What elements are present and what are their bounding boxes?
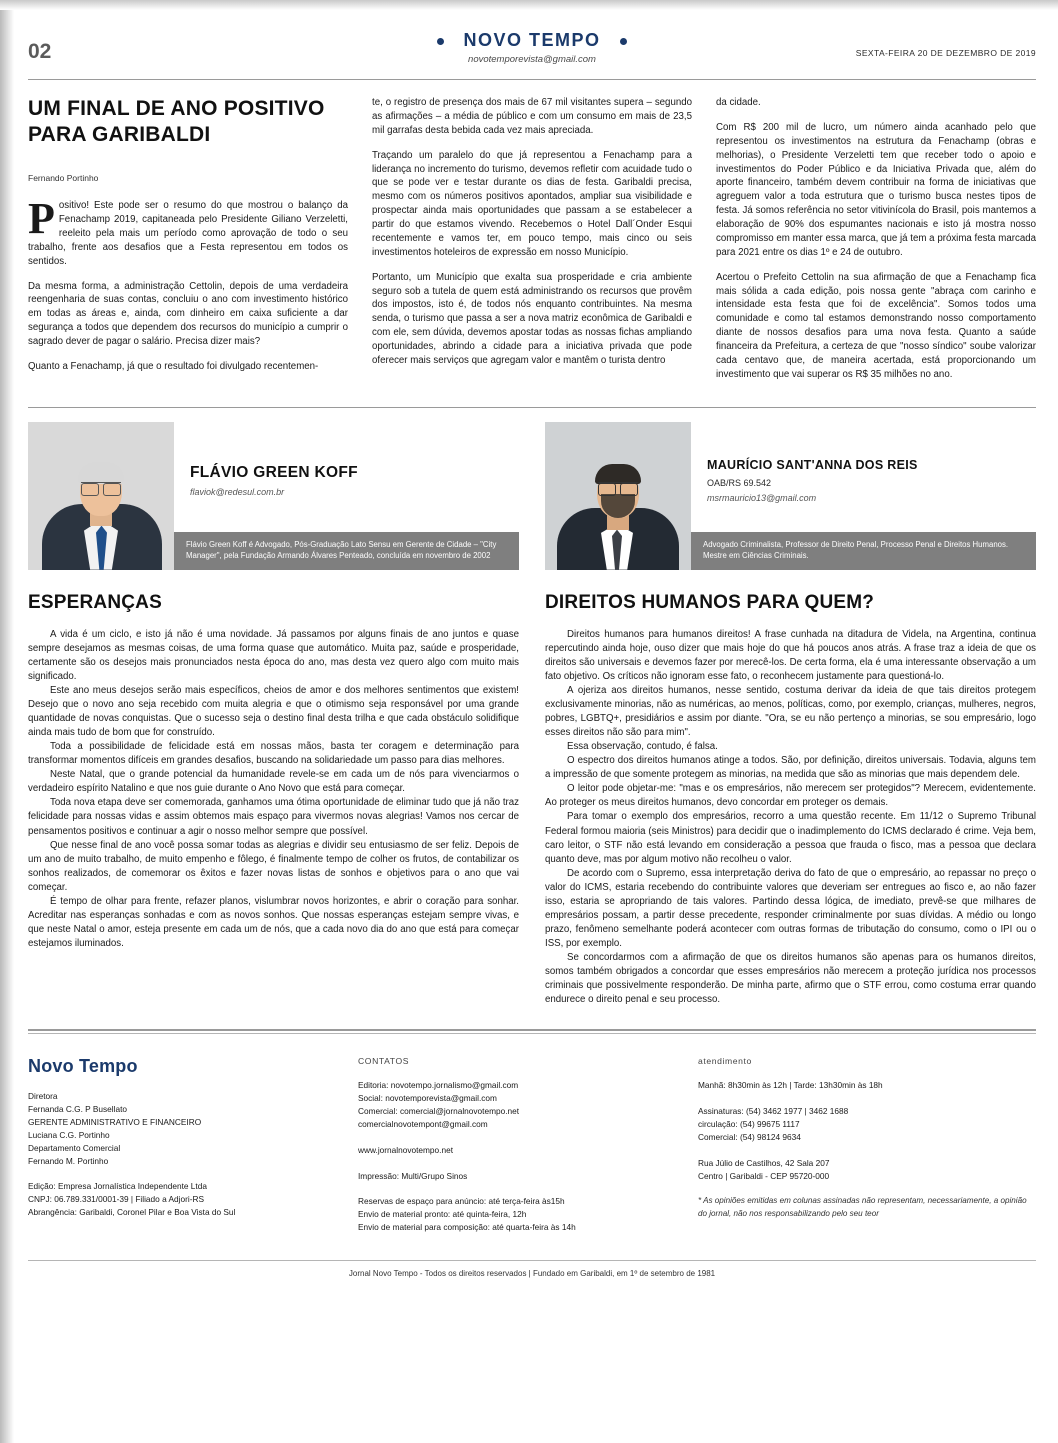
author-bio: Advogado Criminalista, Professor de Direito Penal, Processo Penal e Direitos Humanos. Mestre em Ciências Criminais. [691, 532, 1036, 570]
column-paragraph: Se concordarmos com a afirmação de que os direitos humanos são apenas para os humanos direitos, somos também obrigados a concordar que esses empresários não merecem a proteção jurídica nos processos criminais que possivelmente responderão. De minha parte, afirmo que o STF errou, como costuma errar quando endurece o direito penal e seu processo. [545, 952, 1036, 1006]
footer-brand: Novo Tempo [28, 1056, 138, 1077]
column-paragraph: Neste Natal, que o grande potencial da humanidade revele-se em cada um de nós para vivenciarmos o verdadeiro espírito Natalino e que nos guie durante o Ano Novo que está para começar. [28, 769, 519, 795]
column-paragraph: De acordo com o Supremo, essa interpretação deriva do fato de que o empresário, ao repassar no preço o valor do ICMS, estaria recebendo do contribuinte valores que deveriam ser entregues ao fisco e, ao não fazer isso, estaria se apropriando de tais valores. Partindo dessa lógica, de imediato, prevê-se que milhares de empresários possam, a partir desse precedente, responder criminalmente por suas dívidas. A médio ou longo prazo, fenômeno semelhante poderá acontecer com outras formas de tributação do consumo, como o IPI ou o ISS, por exemplo. [545, 867, 1036, 949]
footer-service-block [698, 1056, 1036, 1234]
contacts-label: CONTATOS [358, 1056, 410, 1067]
edition-line: Edição: Empresa Jornalística Independente Ltda [28, 1181, 207, 1192]
column-paragraph: Este ano meus desejos serão mais específicos, cheios de amor e dos melhores sentimentos que existem! Desejo que o novo ano seja recebido com muita alegria e que o otimismo seja responsável por uma grande quantidade de novas conquistas. Que o sucesso seja o destino final desta trilha e que cada obstáculo solidifique ainda mais tudo de bom que for construído. [28, 684, 519, 739]
column-paragraph: Para tomar o exemplo dos empresários, recorro a uma questão recente. Em 11/12 o Supremo Tribunal Federal formou maioria (seis Ministros) para decidir que o inadimplemento do ICMS declarado é crime. Veja bem, caro leitor, o STF não está levando em consideração a pessoa que frauda o fisco, mas a pessoa que declara quanto deve, mas por algum motivo não recolheu o valor. [545, 811, 1036, 865]
masthead [28, 18, 1036, 76]
service-label: atendimento [698, 1056, 752, 1067]
author-email: flaviok@redesul.com.br [190, 486, 285, 497]
footer-staff [28, 1090, 358, 1167]
staff-line: GERENTE ADMINISTRATIVO E FINANCEIRO [28, 1117, 202, 1128]
issue-date: SEXTA-FEIRA 20 DE DEZEMBRO DE 2019 [855, 48, 1036, 58]
lead-headline: UM FINAL DE ANO POSITIVO PARA GARIBALDI [28, 97, 325, 146]
page-edge-shadow-top [0, 0, 1058, 10]
publication-title: NOVO TEMPO [463, 30, 601, 50]
column-paragraph: Direitos humanos para humanos direitos! A frase cunhada na ditadura de Videla, na Argentina, continua repercutindo ainda hoje, ouso dizer que mais hoje do que há poucos anos atrás. A frase traz a ideia de que os direitos são universais e devemos fazer por merecê-los. De certa forma, ela é uma interessante observação a um fato objetivo. Os críticos não ignoram esse fato, o reconhecem justamente para questioná-lo. [545, 628, 1036, 682]
column-title: ESPERANÇAS [28, 591, 162, 613]
lead-byline: Fernando Portinho [28, 173, 99, 184]
deadline-line: Envio de material pronto: até quinta-feira, 12h [358, 1209, 527, 1220]
phone-line: Assinaturas: (54) 3462 1977 | 3462 1688 [698, 1106, 849, 1117]
staff-line: Fernanda C.G. P Busellato [28, 1104, 128, 1115]
author-name: FLÁVIO GREEN KOFF [190, 463, 358, 481]
author-photo [28, 422, 174, 570]
address-line: Centro | Garibaldi - CEP 95720-000 [698, 1170, 830, 1181]
section-divider [28, 407, 1036, 408]
service-phones [698, 1105, 1036, 1144]
column-paragraph: Essa observação, contudo, é falsa. [567, 741, 718, 753]
lead-paragraph: Quanto a Fenachamp, já que o resultado foi divulgado recentemen- [28, 360, 319, 372]
author-name: MAURÍCIO SANT'ANNA DOS REIS [707, 457, 918, 472]
lead-paragraph: te, o registro de presença dos mais de 67 mil visitantes supera – segundo as afirmações – a média de público e com um consumo em mais de 23,5 mil garrafas desta bebida cada vez mais apreciada. [372, 97, 692, 136]
deadline-line: Envio de material para composição: até quarta-feira às 14h [358, 1222, 576, 1233]
column-paragraph: Que nesse final de ano você possa somar todas as alegrias e dividir seu entusiasmo de ser feliz. Depois de um ano de muito trabalho, de muito empenho e fôlego, é finalmente tempo de colher os frutos, de contabilizar os sonhos realizados, de comemorar os êxitos e fazer novas listas de sonhos e objetivos para o ano que vai começar. [28, 839, 519, 893]
footer-edition [28, 1180, 358, 1219]
lead-paragraph: Com R$ 200 mil de lucro, um número ainda acanhado pelo que representou os investimentos na estrutura da Fenachamp (obras e melhorias), o Presidente Verzeletti tem que receber todo o apoio e investimentos do Poder Público e da Iniciativa Privada que, além do aporte financeiro, também devem contribuir na forma de iniciativas que agreguem valor a toda estrutura que o turismo busca nestes tipos de festa. Já somos referência no setor vitivinícola do Brasil, pois mantemos a elaboração de 90% dos espumantes nacionais e isto já mostra nosso compromisso em manter essa marca, que já tem a próxima festa marcada para 2021 entre os dias 1º e 24 de outubro. [716, 121, 1036, 258]
footer-divider-thick [28, 1029, 1036, 1031]
lead-paragraph: da cidade. [716, 97, 761, 108]
staff-line: Diretora [28, 1091, 58, 1102]
address-line: Rua Júlio de Castilhos, 42 Sala 207 [698, 1157, 830, 1168]
author-header-left [28, 422, 519, 570]
masthead-divider [28, 79, 1036, 80]
author-photo [545, 422, 691, 570]
footer [28, 1056, 1036, 1234]
contact-line: Editoria: novotempo.jornalismo@gmail.com [358, 1080, 519, 1091]
column-paragraph: Toda nova etapa deve ser comemorada, ganhamos uma ótima oportunidade de eliminar tudo que já não traz felicidade para nossas vidas e assim obtemos mais espaço para vivermos novas alegrias! Vamos nos cercar de pensamentos positivos e continuar a agir o nosso melhor sempre que possível. [28, 797, 519, 837]
lead-column-2 [372, 96, 692, 393]
staff-line: Luciana C.G. Portinho [28, 1129, 110, 1140]
column-paragraph: Toda a possibilidade de felicidade está em nossas mãos, basta ter coragem e determinação para transformar momentos difíceis em grandes desafios, buscando na solidariedade um passo para dias melhores. [28, 741, 519, 767]
lead-column-3 [716, 96, 1036, 393]
deadline-line: Reservas de espaço para anúncio: até terça-feira às15h [358, 1196, 565, 1207]
contact-line: Social: novotemporevista@gmail.com [358, 1093, 497, 1104]
opinion-section [28, 422, 1036, 1008]
publication-email: novotemporevista@gmail.com [468, 54, 596, 65]
page-content [28, 18, 1036, 1433]
lead-paragraph: Traçando um paralelo do que já representou a Fenachamp para a liderança no incremento do turismo, devemos refletir com acuidade tudo o que se pode ver e testar durante os dias de festa. Garibaldi precisa, mesmo com os números positivos apontados, ampliar sua visibilidade e prospectar ainda mais oportunidades que passam a se estabelecer a partir do que estamos vivendo. Recebemos o Hotel Dall´Onder Esqui recentemente e vamos ter, em pouco tempo, mais cinco ou seis investimentos hoteleiros de expressão em nosso Município. [372, 149, 692, 258]
author-email: msrmauricio13@gmail.com [707, 492, 817, 503]
phone-line: circulação: (54) 99675 1117 [698, 1119, 800, 1130]
footer-contacts [358, 1079, 698, 1130]
column-title: DIREITOS HUMANOS PARA QUEM? [545, 591, 875, 613]
author-header-right [545, 422, 1036, 570]
footer-deadlines [358, 1195, 698, 1234]
author-registration: OAB/RS 69.542 [707, 477, 772, 488]
footer-bottom-divider [28, 1260, 1036, 1261]
column-paragraph: O espectro dos direitos humanos atinge a todos. São, por definição, direitos universais. Todavia, alguns tem a impressão de que somente protegem as minorias, na medida que são as minorias que mais dependem dele. [545, 755, 1036, 781]
footer-masthead-block [28, 1056, 358, 1234]
phone-line: Comercial: (54) 98124 9634 [698, 1131, 801, 1142]
lead-paragraph: Acertou o Prefeito Cettolin na sua afirmação de que a Fenachamp fica mais sólida a cada edição, pois nossa gente "abraça com carinho e intensidade esta festa que foi de excelência". Somos todos uma comunidade e como tal estamos demonstrando nosso comportamento diante de nossos desafios para uma nova festa. Quanto a saúde financeira da Prefeitura, a certeza de que "nosso síndico" soube valorizar cada centavo que, de maneira acertada, está proporcionando um investimento que vai superar os R$ 35 milhões no ano. [716, 271, 1036, 380]
staff-line: Departamento Comercial [28, 1142, 121, 1153]
author-info-right [691, 422, 1036, 570]
column-paragraph: A ojeriza aos direitos humanos, nesse sentido, costuma derivar da ideia de que tais direitos protegem exclusivamente minorias, não as numéricas, ao menos, políticas, como, por exemplo, crianças, mulheres, negros, pobres, LGBTQ+, presidiários e assim por diante. "Ora, se eu não pertenço a minorias, se sou empresário, logo esses direitos não são para mim". [545, 684, 1036, 739]
opinion-column-left [28, 422, 519, 1008]
opinion-column-right [545, 422, 1036, 1008]
staff-line: Fernando M. Portinho [28, 1155, 109, 1166]
column-paragraph: É tempo de olhar para frente, refazer planos, vislumbrar novos horizontes, e abrir o coração para sonhar. Acreditar nas esperanças sonhadas e com as novos sonhos. Que nossas esperanças estejam sempre vivas, e que neste Natal o amor, esteja presente em cada um de nós, que a cada novo dia do ano que está para começar estejamos iluminados. [28, 895, 519, 949]
opinion-disclaimer: * As opiniões emitidas em colunas assinadas não representam, necessariamente, a opinião do jornal, não nos responsabilizando pelo seu teor [698, 1196, 1027, 1218]
page-edge-shadow-left [0, 0, 14, 1443]
column-paragraph: O leitor pode objetar-me: "mas e os empresários, não merecem ser protegidos"? Merecem, evidentemente. Ao proteger os meus direitos humanos, devo concordar em proteger os demais. [545, 783, 1036, 809]
contact-line: comercialnovotempont@gmail.com [358, 1118, 488, 1129]
author-info-left [174, 422, 519, 570]
author-bio: Flávio Green Koff é Advogado, Pós-Graduação Lato Sensu em Gerente de Cidade – "City Manager", pela Fundação Armando Álvares Penteado, concluída em novembro de 2002 [174, 532, 519, 570]
footer-contacts-block [358, 1056, 698, 1234]
lead-article [28, 96, 1036, 393]
column-paragraph: A vida é um ciclo, e isto já não é uma novidade. Já passamos por alguns finais de ano juntos e quase sempre desejamos as mesmas coisas, de uma forma quase que automático. Muita paz, saúde e prosperidade, certamente são os desejos mais pronunciados nesta época do ano, mas desta vez quero algo com muito mais significado. [28, 628, 519, 682]
footer-printer: Impressão: Multi/Grupo Sinos [358, 1170, 468, 1181]
footer-divider-thin [28, 1033, 1036, 1034]
lead-paragraph: Da mesma forma, a administração Cettolin, depois de uma verdadeira reengenharia de suas contas, concluiu o ano com investimento histórico em todas as áreas e, ainda, com dinheiro em caixa suficiente a dar segurança a todos que dependem dos recursos do município a cumprir o sagrado dever de pagar o salário. Precisa dizer mais? [28, 280, 348, 348]
edition-line: CNPJ: 06.789.331/0001-39 | Filiado a Adjori-RS [28, 1194, 205, 1205]
office-address [698, 1157, 1036, 1183]
footer-copyright: Jornal Novo Tempo - Todos os direitos reservados | Fundado em Garibaldi, em 1º de setembro de 1981 [348, 1269, 716, 1279]
contact-line: Comercial: comercial@jornalnovotempo.net [358, 1106, 520, 1117]
edition-line: Abrangência: Garibaldi, Coronel Pilar e Boa Vista do Sul [28, 1207, 236, 1218]
footer-website[interactable]: www.jornalnovotempo.net [358, 1144, 454, 1155]
page-number: 02 [28, 40, 52, 63]
lead-paragraph: Positivo! Este pode ser o resumo do que mostrou o balanço da Fenachamp 2019, capitaneada pelo Presidente Giliano Verzeletti, reeleito pela mais um período como aprovação de todo o seu trabalho, frente aos desafios que a Festa representou em todos os sentidos. [28, 194, 348, 267]
lead-paragraph: Portanto, um Município que exalta sua prosperidade e cria ambiente seguro sob a tutela de quem está administrando os recursos que provêm dos impostos, isto é, de todos nós enquanto contribuintes. Na mesma senda, o turismo que passa a ser a nova matriz econômica de Garibaldi e com ele, sem dúvida, devemos apostar todas as nossas fichas ampliando oportunidades, abrindo a cidade para a iniciativa privada que pode oferecer mais serviços que agregam valor e mantêm o turista dentro [372, 271, 692, 366]
lead-column-1 [28, 96, 348, 393]
service-hours: Manhã: 8h30min às 12h | Tarde: 13h30min às 18h [698, 1080, 883, 1091]
